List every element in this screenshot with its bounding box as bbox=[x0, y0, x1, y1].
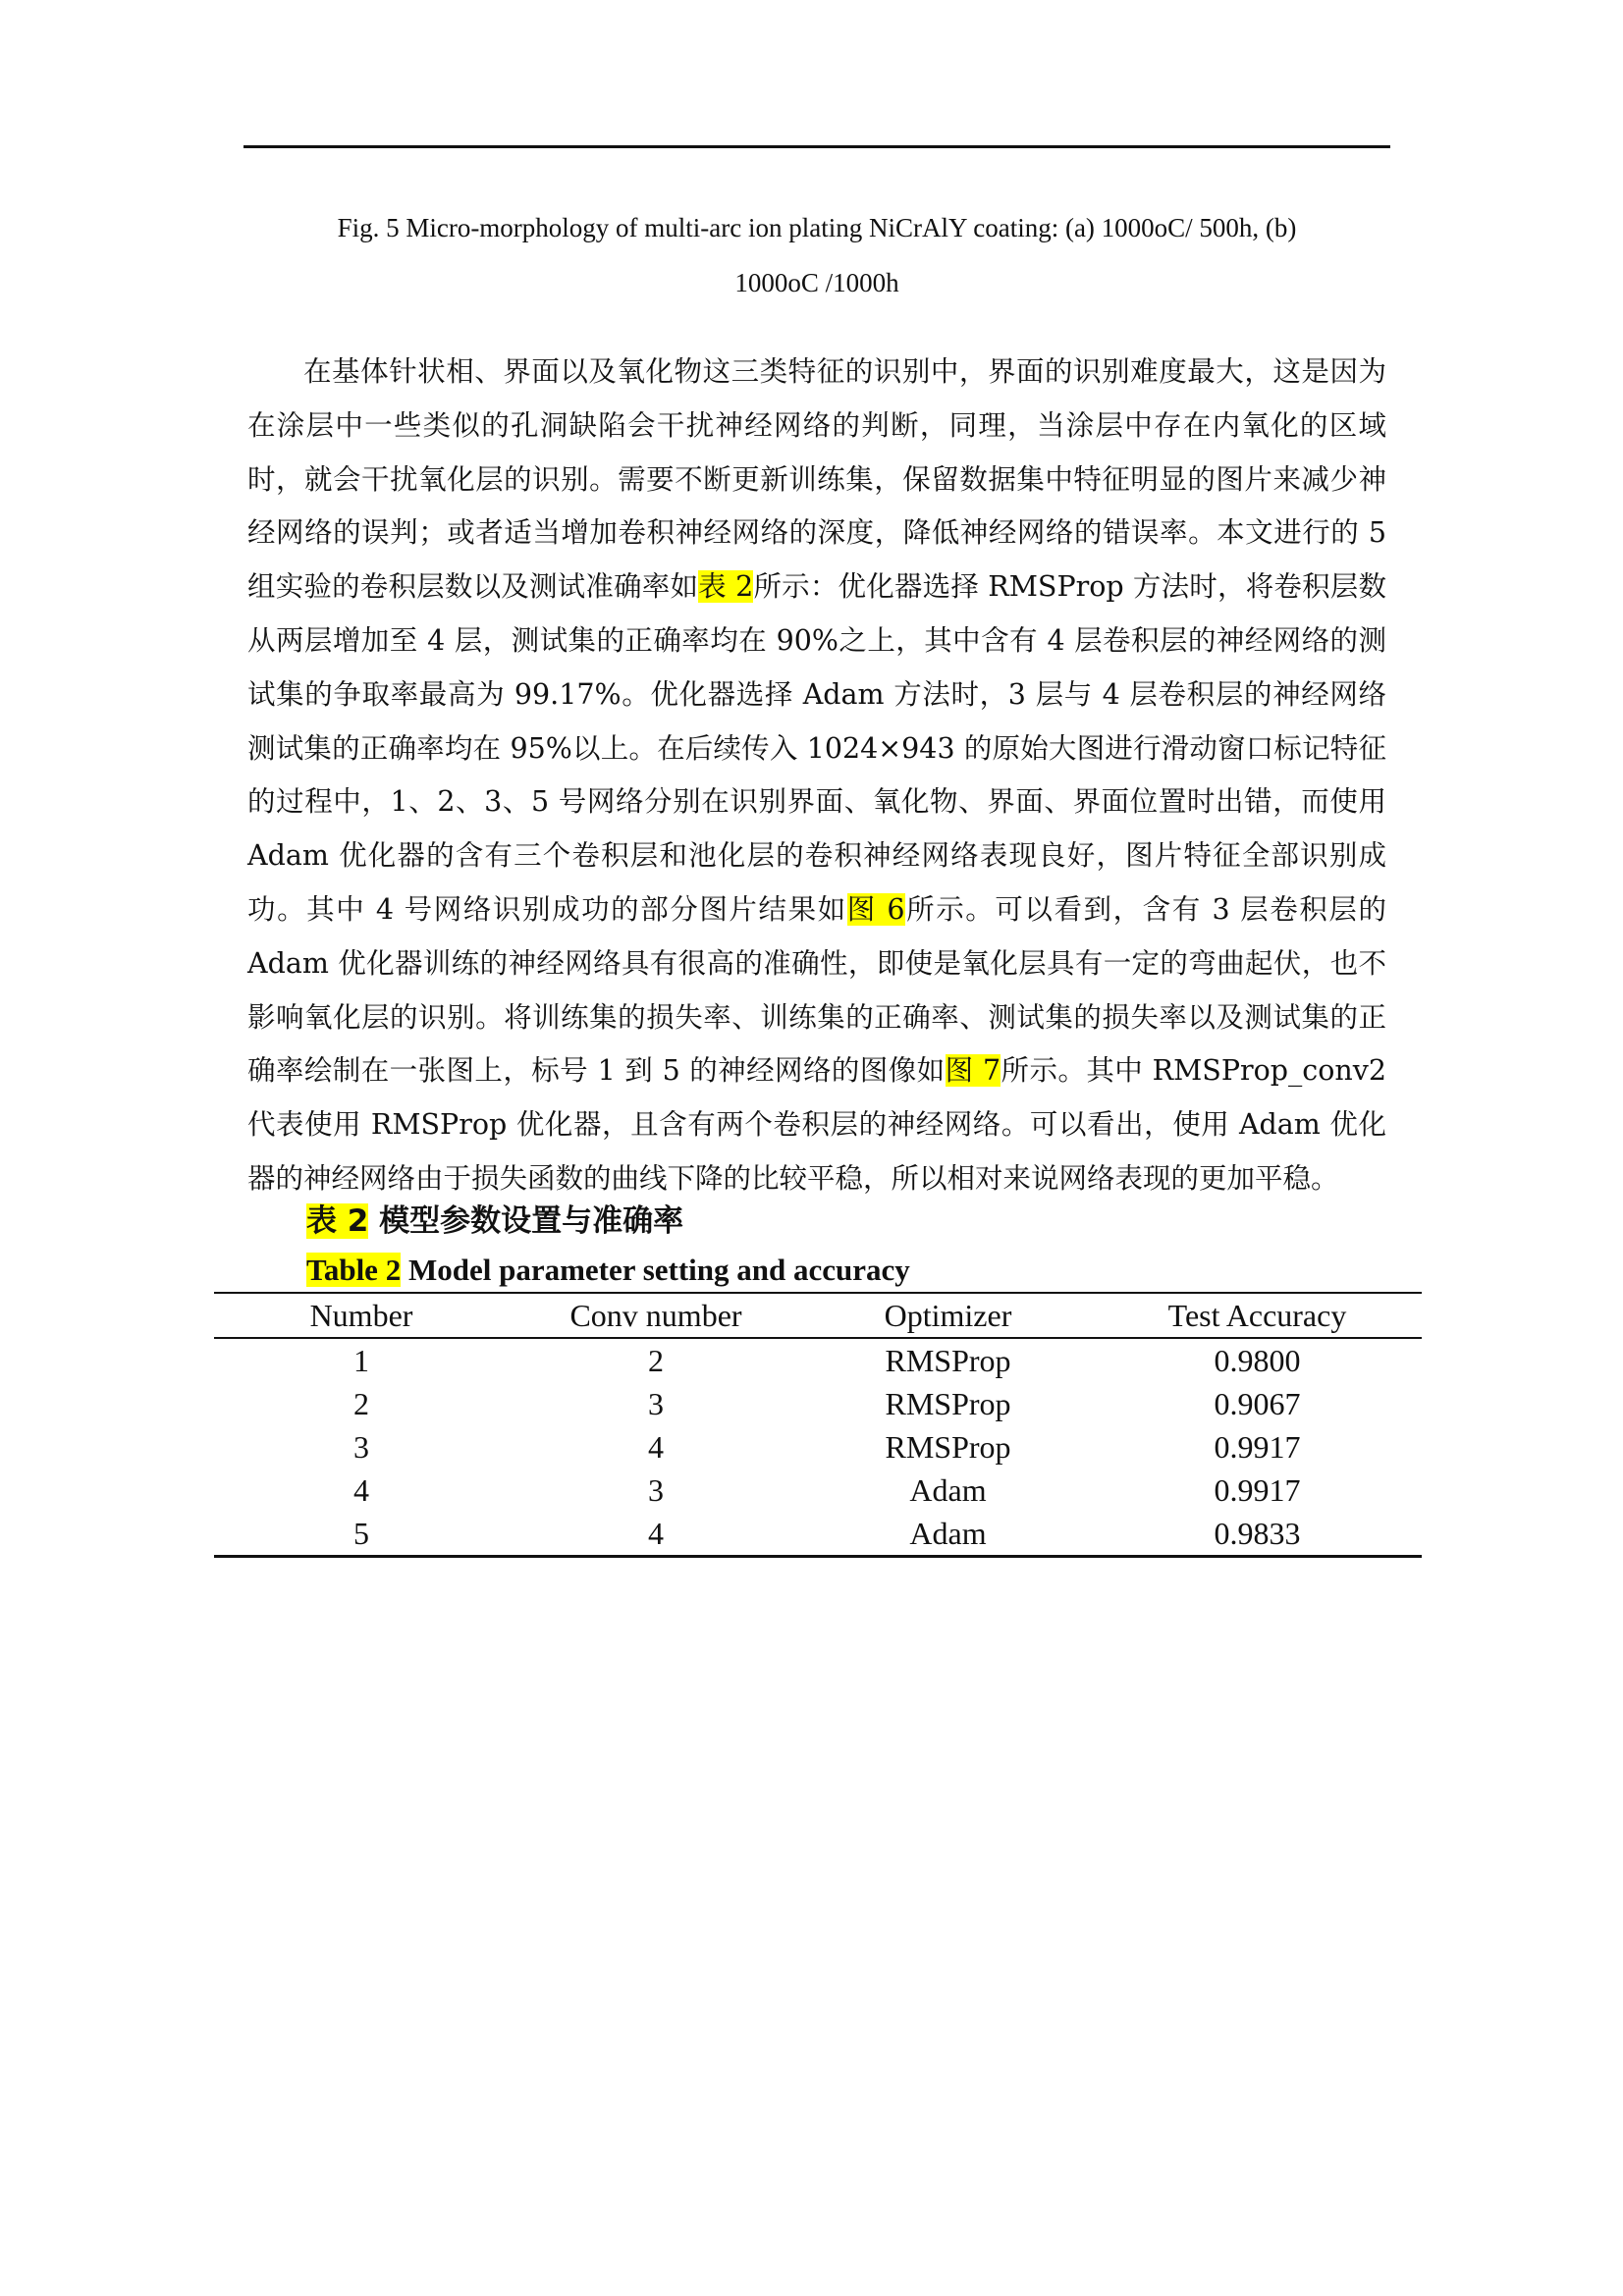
cell-conv-number: 4 bbox=[509, 1512, 803, 1557]
caption-line-1: Fig. 5 Micro-morphology of multi-arc ion plating NiCrAlY coating: (a) 1000oC/ 500h, (b) bbox=[337, 213, 1297, 242]
cell-conv-number: 4 bbox=[648, 1429, 664, 1465]
cell-conv-number: 3 bbox=[648, 1386, 664, 1421]
cell-optimizer: RMSProp bbox=[885, 1429, 1011, 1465]
cell-test-accuracy: 0.9800 bbox=[1214, 1343, 1301, 1378]
cell-number: 3 bbox=[353, 1429, 369, 1465]
header-conv-number: Conv number bbox=[509, 1293, 803, 1338]
paragraph-text-4: 所示。其中 RMSProp_conv2 代表使用 RMSProp 优化器，且含有两个卷积层的神经网络。可以看出，使用 Adam 优化器的神经网络由于损失函数的曲线下降的比较平稳，所以相对来说网络表现的更加平稳。 bbox=[247, 1054, 1386, 1195]
header-number: Number bbox=[214, 1293, 509, 1338]
cell-test-accuracy: 0.9067 bbox=[1214, 1386, 1301, 1421]
cell-number: 4 bbox=[353, 1472, 369, 1508]
table-title-chinese bbox=[306, 1200, 683, 1243]
table-row bbox=[214, 1382, 1422, 1425]
table-title-cn-text: 模型参数设置与准确率 bbox=[368, 1203, 684, 1239]
cell-number: 1 bbox=[353, 1343, 369, 1378]
table-row bbox=[214, 1425, 1422, 1468]
cell-conv-number: 3 bbox=[648, 1472, 664, 1508]
paragraph bbox=[247, 346, 1386, 1206]
model-parameter-table bbox=[214, 1292, 1422, 1558]
paragraph-text-1: 在基体针状相、界面以及氧化物这三类特征的识别中，界面的识别难度最大，这是因为在涂层中一些类似的孔洞缺陷会干扰神经网络的判断，同理，当涂层中存在内氧化的区域时，就会干扰氧化层的识别。需要不断更新训练集，保留数据集中特征明显的图片来减少神经网络的误判；或者适当增加卷积神经网络的深度，降低神经网络的错误率。本文进行的 5 组实验的卷积层数以及测试准确率如 bbox=[247, 355, 1386, 604]
paragraph-text-2: 所示：优化器选择 RMSProp 方法时，将卷积层数从两层增加至 4 层，测试集的正确率均在 90%之上，其中含有 4 层卷积层的神经网络的测试集的争取率最高为 99.17%。优化器选择 Adam 方法时，3 层与 4 层卷积层的神经网络测试集的正确率均在 95%以上。在后续传入 1024×943 的原始大图进行滑动窗口标记特征的过程中，1、2、3、5 号网络分别在识别界面、氧化物、界面、界面位置时出错，而使用 Adam 优化器的含有三个卷积层和池化层的卷积神经网络表现良好，图片特征全部识别成功。其中 4 号网络识别成功的部分图片结果如 bbox=[247, 570, 1386, 926]
paragraph-text-3: 所示。可以看到，含有 3 层卷积层的 Adam 优化器训练的神经网络具有很高的准确性，即使是氧化层具有一定的弯曲起伏，也不影响氧化层的识别。将训练集的损失率、训练集的正确率、测试集的损失率以及测试集的正确率绘制在一张图上，标号 1 到 5 的神经网络的图像如 bbox=[247, 892, 1386, 1088]
cell-number: 2 bbox=[353, 1386, 369, 1421]
body-paragraph bbox=[247, 346, 1386, 1206]
table-row bbox=[214, 1512, 1422, 1557]
table-header-row bbox=[214, 1293, 1422, 1338]
table-row bbox=[214, 1468, 1422, 1512]
table-title-en-label: Table 2 bbox=[306, 1253, 402, 1287]
cell-optimizer: RMSProp bbox=[885, 1386, 1011, 1421]
figure-6-reference-link[interactable]: 图 6 bbox=[846, 892, 905, 926]
figure-caption bbox=[243, 200, 1390, 310]
table-title-cn-label: 表 2 bbox=[306, 1203, 369, 1239]
cell-test-accuracy: 0.9833 bbox=[1093, 1512, 1422, 1557]
cell-conv-number: 2 bbox=[648, 1343, 664, 1378]
table-reference-link[interactable]: 表 2 bbox=[698, 570, 754, 604]
cell-number: 5 bbox=[214, 1512, 509, 1557]
cell-optimizer: Adam bbox=[803, 1512, 1093, 1557]
cell-test-accuracy: 0.9917 bbox=[1214, 1429, 1301, 1465]
cell-test-accuracy: 0.9917 bbox=[1214, 1472, 1301, 1508]
caption-line-2: 1000oC /1000h bbox=[734, 268, 899, 297]
table-title-english bbox=[306, 1251, 910, 1290]
header-rule bbox=[243, 145, 1390, 148]
cell-optimizer: RMSProp bbox=[885, 1343, 1011, 1378]
header-test-accuracy: Test Accuracy bbox=[1093, 1293, 1422, 1338]
cell-optimizer: Adam bbox=[909, 1472, 987, 1508]
table-title-en-text: Model parameter setting and accuracy bbox=[401, 1253, 910, 1287]
table-row bbox=[214, 1338, 1422, 1382]
header-optimizer: Optimizer bbox=[803, 1293, 1093, 1338]
figure-7-reference-link[interactable]: 图 7 bbox=[945, 1054, 1001, 1088]
